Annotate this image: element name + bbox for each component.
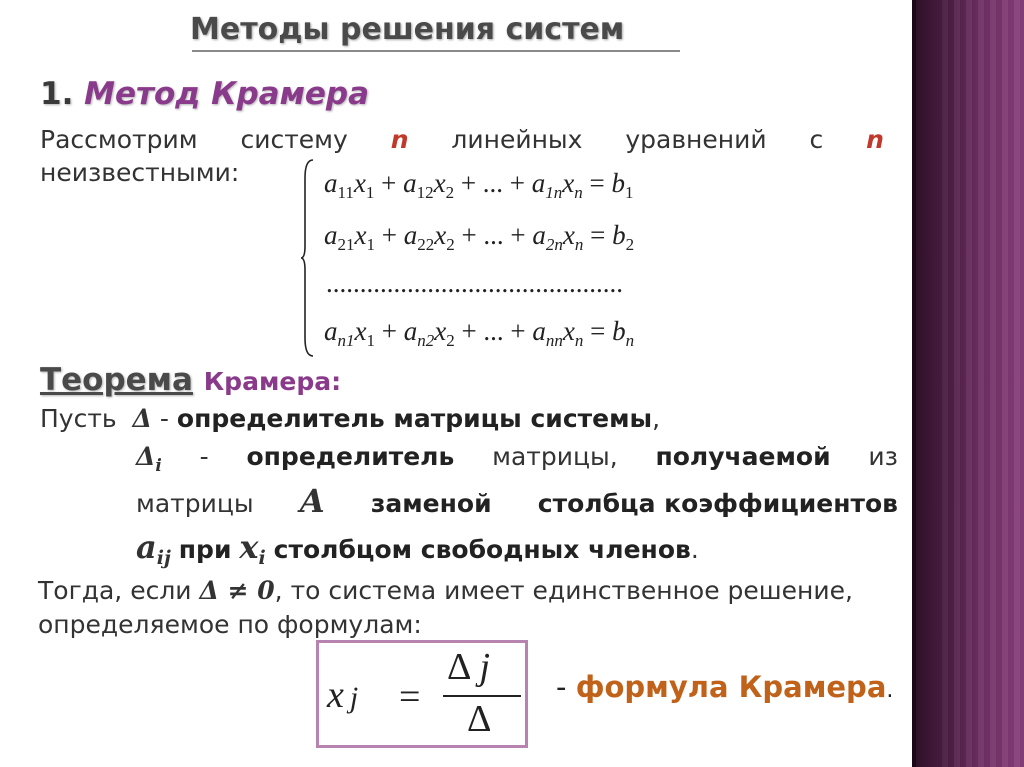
theorem-line-2: $\Delta_i$ - определитель матрицы, получаемой из [136, 442, 898, 476]
intro-word: линейных [451, 125, 583, 154]
formula-equals: = [399, 676, 421, 718]
decorative-sidebar [912, 0, 1024, 767]
intro-word: уравнений [625, 125, 767, 154]
condition: Δ ≠ 0 [199, 576, 275, 605]
caption-name: формула Крамера [575, 670, 887, 704]
formula-numerator: Δ j [447, 646, 490, 688]
theorem-line-1: Пусть Δ - определитель матрицы системы, [40, 404, 661, 433]
intro-word: Рассмотрим [40, 125, 198, 154]
equation-row-1: $a_{11}x_1 + a_{12}x_2$ + ... + $a_{1n}x_n = b_1$ [324, 168, 634, 202]
intro-line-2: неизвестными: [40, 158, 240, 187]
theorem-heading [40, 362, 341, 398]
theorem-title-suffix: Крамера: [203, 367, 342, 396]
intro-word: систему [240, 125, 348, 154]
cramer-formula-box [316, 640, 528, 748]
formula-denominator: Δ [467, 698, 492, 740]
intro-var-n: n [390, 125, 409, 154]
section-number: 1. [40, 76, 74, 112]
theorem-title: Теорема [40, 362, 193, 398]
conclusion-line-1: Тогда, если Δ ≠ 0, то система имеет единственное решение, [38, 576, 853, 605]
equation-row-n: $a_{n1}x_1 + a_{n2}x_2$ + ... + $a_{nn}x_n = b_n$ [324, 316, 635, 350]
formula-caption: - формула Крамера. [556, 670, 894, 704]
equation-dotted-row: ............................................ [326, 268, 623, 298]
formula-lhs: x j [327, 674, 359, 716]
intro-word: с [809, 125, 824, 154]
section-heading [40, 76, 369, 112]
conclusion-line-2: определяемое по формулам: [38, 610, 422, 639]
intro-line-1 [40, 125, 884, 154]
section-name: Метод Крамера [84, 76, 370, 112]
equation-row-2: $a_{21}x_1 + a_{22}x_2$ + ... + $a_{2n}x_n = b_2$ [324, 220, 635, 254]
title-underline [192, 50, 680, 52]
intro-var-n: n [866, 125, 884, 154]
slide-title: Методы решения систем [190, 12, 625, 47]
system-brace [300, 158, 314, 358]
theorem-line-3: матрицы A заменой столбца коэффициентов [136, 482, 898, 520]
theorem-line-4: $a_{ij}$ при $x_i$ столбцом свободных членов. [136, 528, 699, 569]
